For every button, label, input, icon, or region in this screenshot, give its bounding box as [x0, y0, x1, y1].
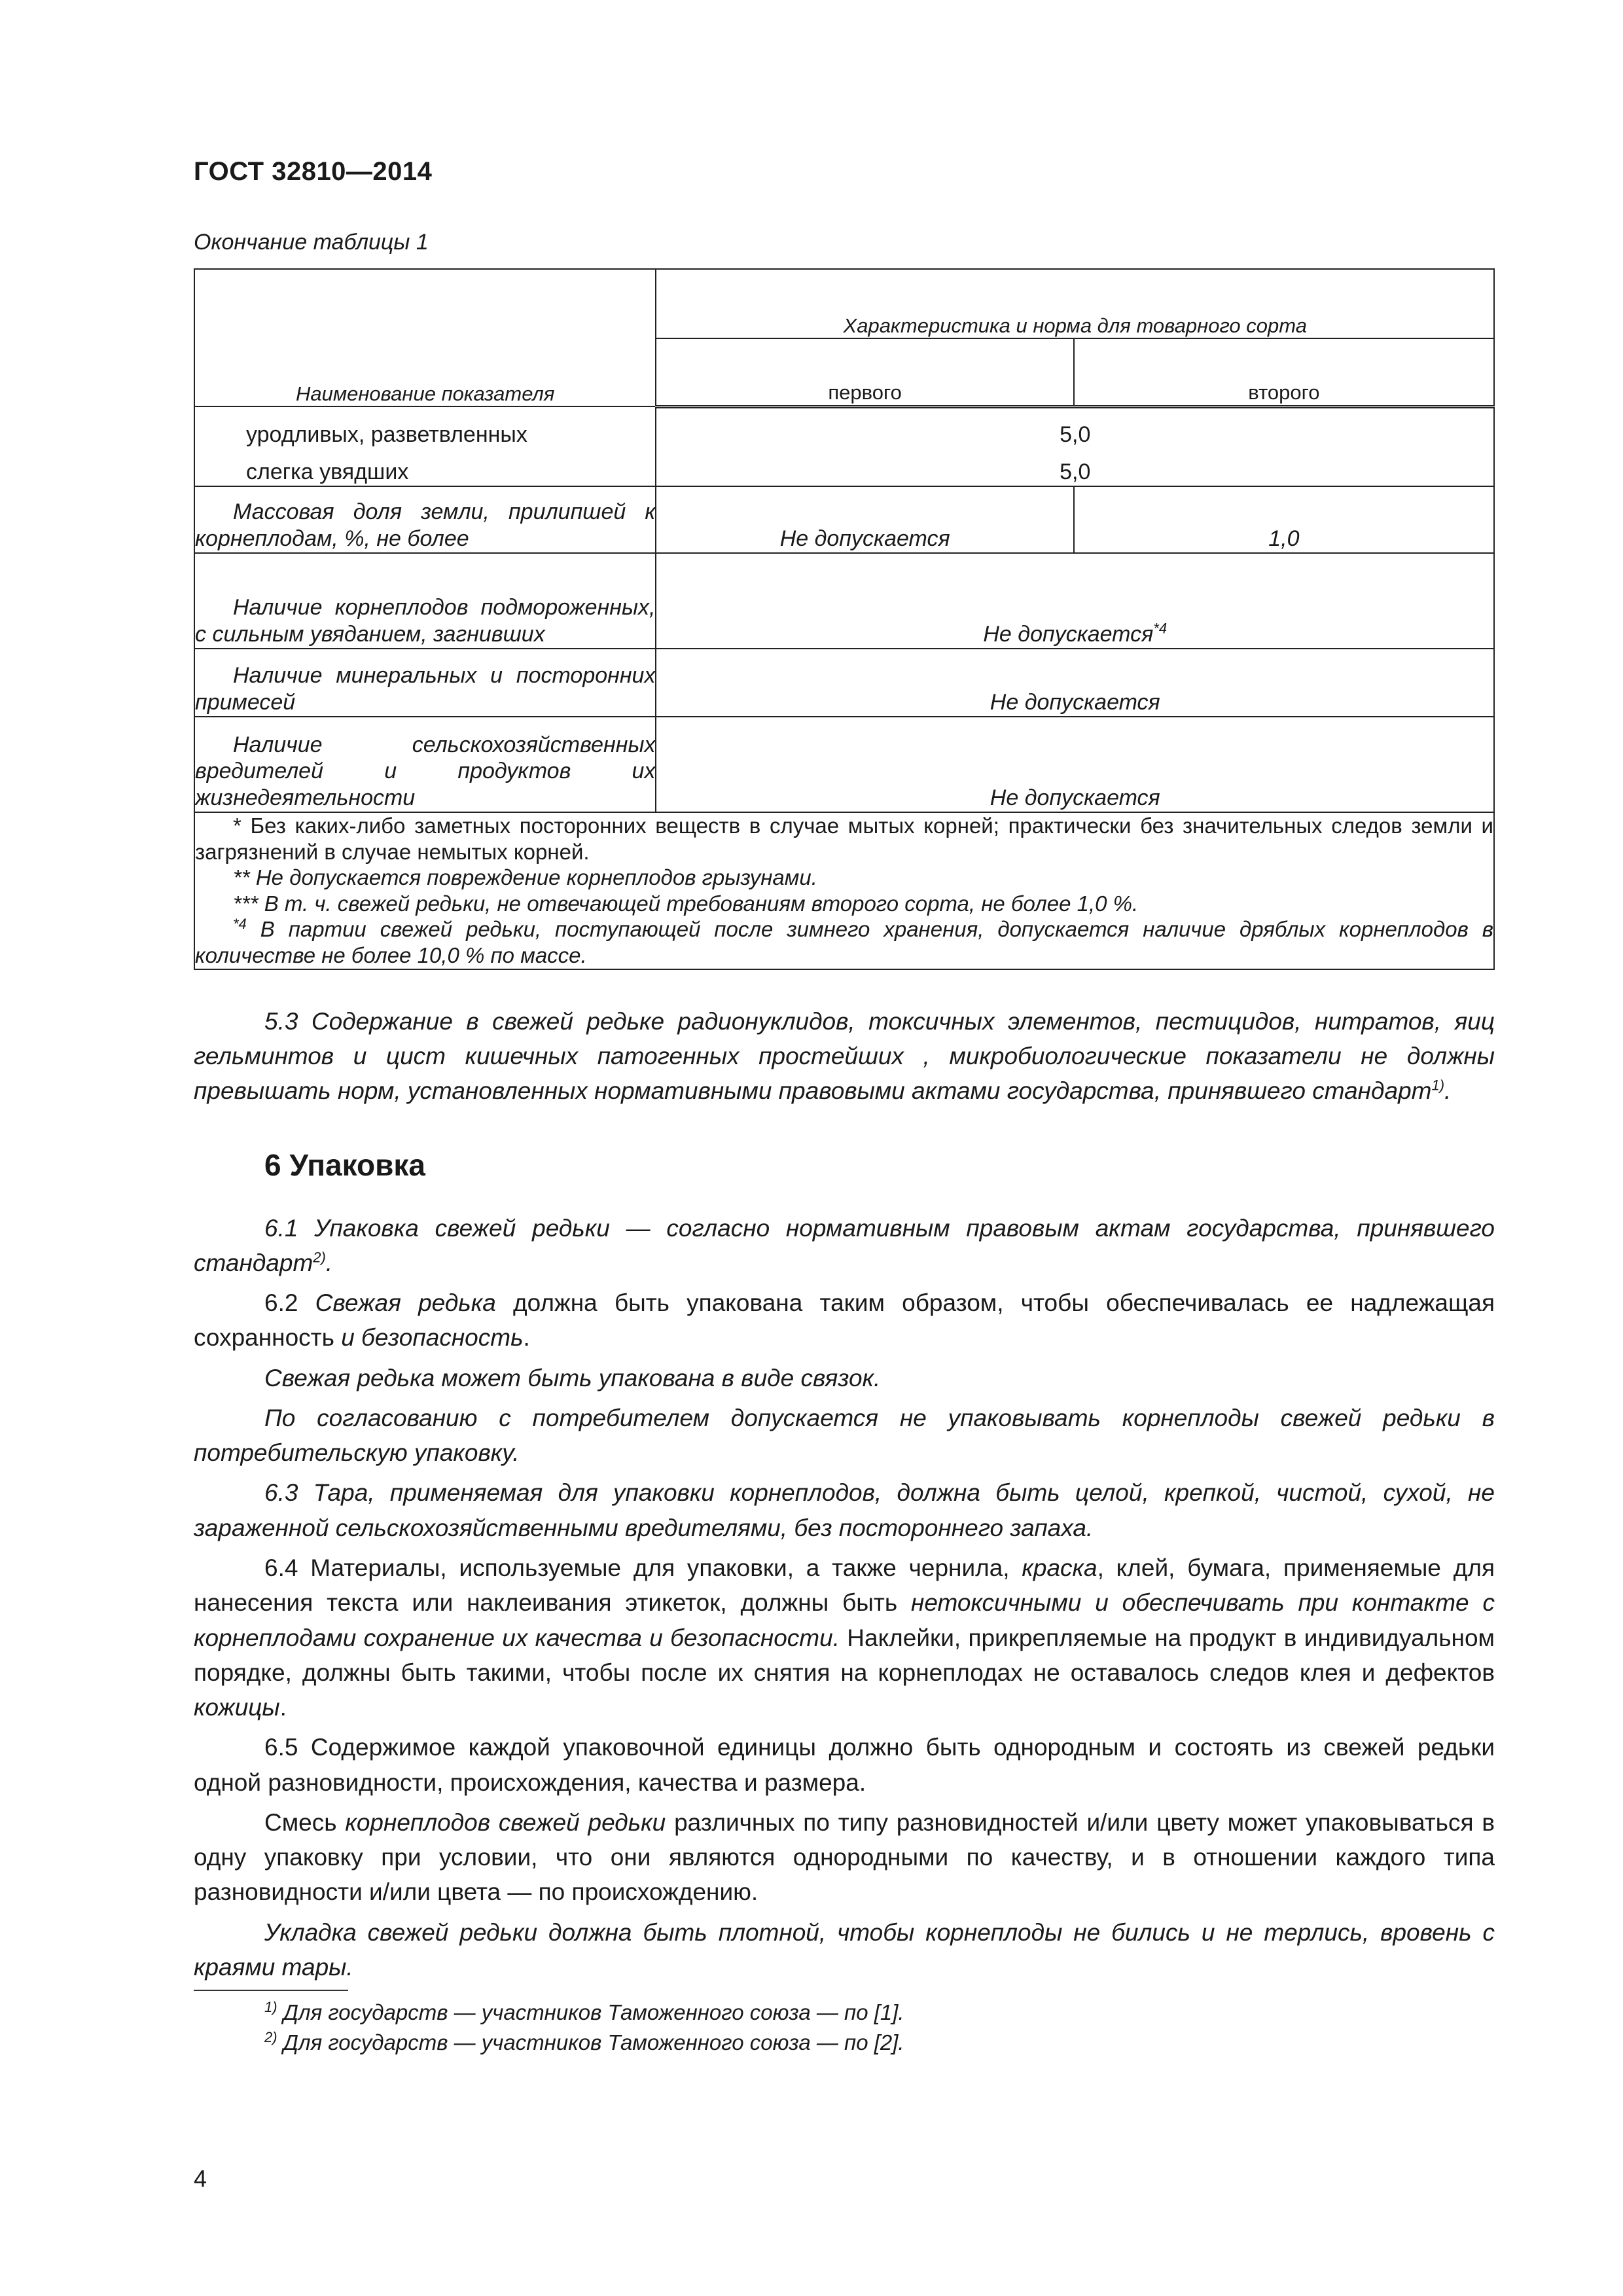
table-note: * Без каких-либо заметных посторонних веществ в случае мытых корней; практически без значительных следов земли и загрязнений в случае немытых корней. [195, 814, 1493, 864]
table-row [194, 649, 1494, 717]
paragraph-text: 6.4 Материалы, используемые для упаковки, а также чернила, [264, 1554, 1010, 1581]
paragraph-text-italic: корнеплодов свежей редьки [345, 1808, 666, 1836]
footnote-text: Для государств — участников Таможенного союза — по [2]. [283, 2030, 904, 2055]
table-row [194, 553, 1494, 649]
table-note [195, 916, 1493, 968]
footnote-mark: 2) [264, 2029, 277, 2046]
paragraph-text: 6.1 Упаковка свежей редьки — согласно нормативным правовым актам государства, принявшего стандарт [194, 1214, 1495, 1276]
paragraph-6-4 [194, 1551, 1495, 1725]
spec-table [194, 268, 1495, 970]
table-note: ** Не допускается повреждение корнеплодов грызунами. [233, 865, 817, 890]
col-name-header: Наименование показателя [194, 269, 656, 406]
paragraph-5-3: 5.3 Содержание в свежей редьке радионуклидов, токсичных элементов, пестицидов, нитратов, яиц гельминтов и цист кишечных патогенных простейших , микробиологические показатели не должны превышать норм, установленных нормативными правовыми актами государства, принявшего стандарт$^{1)}$. [194, 1007, 1495, 1105]
paragraph-text-italic: и безопасность [341, 1324, 524, 1352]
row-name: Массовая доля земли, прилипшей к корнеплодам, %, не более [194, 486, 656, 553]
paragraph-text: . [279, 1694, 287, 1721]
paragraph-text-italic: кожицы [194, 1694, 280, 1721]
paragraph-text: 5.3 Содержание в свежей редьке радионуклидов, токсичных элементов, пестицидов, нитратов, яиц гельминтов и цист кишечных патогенных простейших , микробиологические показатели не должны превышать норм, установленных нормативными правовыми актами государства, принявшего стандарт [194, 1007, 1495, 1105]
footnote-text: Для государств — участников Таможенного союза — по [1]. [283, 2000, 904, 2025]
col-second-header: второго [1074, 338, 1494, 406]
row-value [656, 553, 1494, 649]
paragraph-stacking: Укладка свежей редьки должна быть плотной, чтобы корнеплоды не бились и не терлись, вровень с краями тары. [194, 1918, 1495, 1981]
footnote [264, 2030, 1495, 2055]
paragraph-text: Наклейки, прикрепляемые на продукт в индивидуальном порядке, должны быть такими, чтобы после их снятия на корнеплодах не оставалось следов клея и дефектов [194, 1624, 1495, 1686]
row-value-text: Не допускается [983, 622, 1154, 647]
table-notes [194, 812, 1494, 969]
table-caption: Окончание таблицы 1 [194, 230, 429, 255]
table-note-text: В партии свежей редьки, поступающей после зимнего хранения, допускается наличие дряблых корнеплодов в количестве не более 10,0 % по массе. [195, 917, 1493, 967]
section-title: 6 Упаковка [264, 1148, 425, 1183]
paragraph-6-2 [194, 1285, 1495, 1355]
row-name: Наличие сельскохозяйственных вредителей и продуктов их жизнедеятельности [194, 717, 656, 812]
table-note: *** В т. ч. свежей редьки, не отвечающей требованиям второго сорта, не более 1,0 %. [233, 891, 1139, 916]
row-value-first: Не допускается [656, 486, 1073, 553]
document-header: ГОСТ 32810—2014 [194, 157, 433, 186]
table-row [194, 406, 1494, 448]
row-value-second: 1,0 [1074, 486, 1494, 553]
paragraph-text: Смесь [264, 1808, 337, 1836]
note-mark: *4 [233, 916, 247, 933]
paragraph-text: различных по типу разновидностей и/или цвету может упаковываться в одну упаковку при условии, что они являются однородными по качеству, и в отношении каждого типа разновидности и/или цвета — по происхождению. [194, 1808, 1495, 1906]
paragraph-text-italic: Свежая редька [315, 1289, 496, 1317]
page [194, 157, 1495, 2060]
paragraph-text-italic: краска [1022, 1554, 1097, 1581]
row-value: Не допускается [656, 649, 1494, 717]
footnote-mark: 1) [264, 1999, 277, 2016]
row-value-sup: *4 [1153, 620, 1168, 637]
paragraph-6-1: 6.1 Упаковка свежей редьки — согласно нормативным правовым актам государства, принявшего стандарт$^{2)}$. [194, 1214, 1495, 1276]
row-value: 5,0 [656, 448, 1494, 486]
footnote-divider [194, 1990, 348, 1991]
footnote-ref: 1) [1431, 1077, 1445, 1094]
paragraph-text-italic: нетоксичными и обеспечивать при контакте с корнеплодами сохранение их качества и безопасности. [194, 1589, 1495, 1651]
table-row [194, 448, 1494, 486]
paragraph-6-5: 6.5 Содержимое каждой упаковочной единицы должно быть однородным и состоять из свежей редьки одной разновидности, происхождения, качества и размера. [194, 1734, 1495, 1796]
table-notes-row [194, 812, 1494, 969]
paragraph: Свежая редька может быть упакована в виде связок. [264, 1364, 881, 1391]
col-group-header: Характеристика и норма для товарного сорта [656, 269, 1494, 338]
paragraph-text: . [523, 1324, 530, 1352]
document-body [194, 1004, 1495, 1985]
col-first-header: первого [656, 338, 1073, 406]
row-name: Наличие минеральных и посторонних примесей [194, 649, 656, 717]
row-value: 5,0 [656, 406, 1494, 448]
row-value: Не допускается [656, 717, 1494, 812]
table-row [194, 486, 1494, 553]
paragraph-text: должна быть упакована таким образом, чтобы обеспечивалась ее надлежащая сохранность [194, 1289, 1495, 1352]
footnote [264, 2000, 1495, 2025]
paragraph: По согласованию с потребителем допускается не упаковывать корнеплоды свежей редьки в потребительскую упаковку. [194, 1404, 1495, 1467]
row-name: Наличие корнеплодов подмороженных, с сильным увяданием, загнивших [194, 553, 656, 649]
paragraph-text: , клей, бумага, применяемые для нанесения текста или наклеивания этикеток, должны быть [194, 1554, 1495, 1617]
footnote-ref: 2) [313, 1249, 326, 1266]
paragraph-mix [194, 1805, 1495, 1910]
paragraph-number: 6.2 [264, 1289, 298, 1317]
table-row [194, 717, 1494, 812]
page-number: 4 [194, 2165, 207, 2192]
paragraph-6-3: 6.3 Тара, применяемая для упаковки корнеплодов, должна быть целой, крепкой, чистой, сухой, не зараженной сельскохозяйственными вредителями, без постороннего запаха. [194, 1479, 1495, 1541]
row-name: уродливых, разветвленных [194, 406, 656, 448]
row-name: слегка увядших [194, 448, 656, 486]
